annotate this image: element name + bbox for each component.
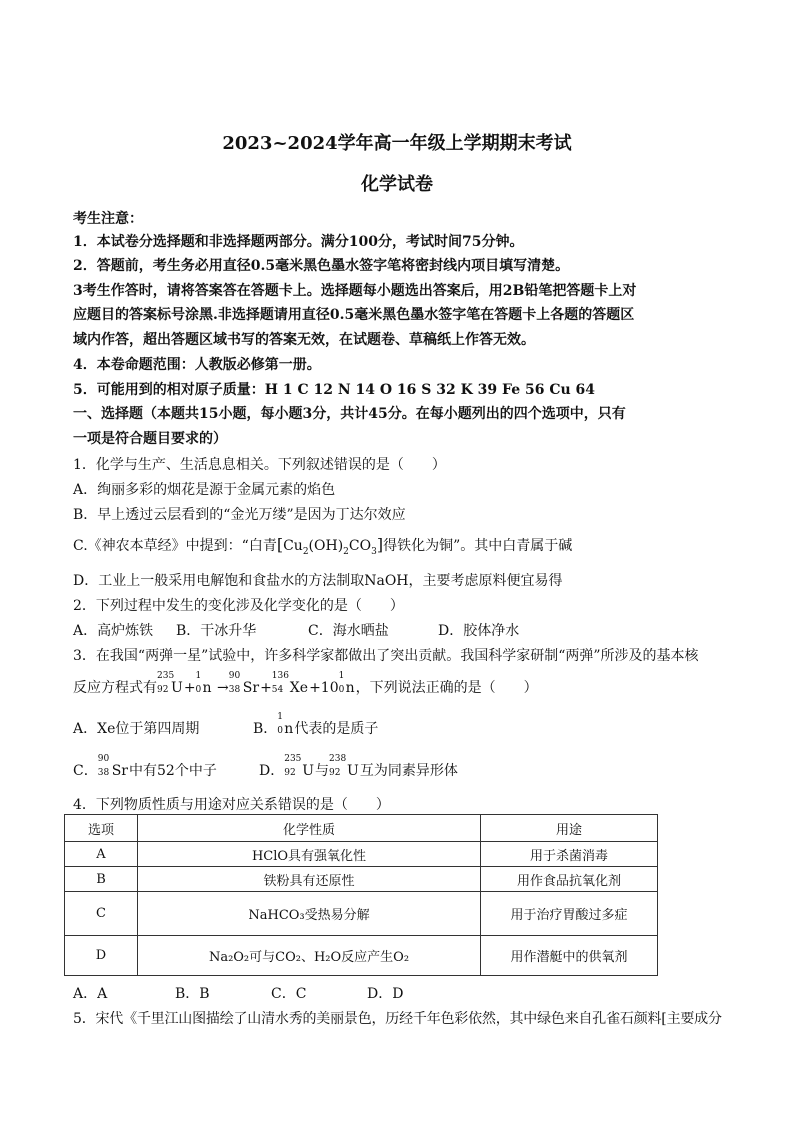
table-header-row [65, 815, 658, 842]
notice-item: 4．本卷命题范围：人教版必修第一册。 [73, 357, 321, 373]
q1-option-c-text-end: 得铁化为铜”。其中白青属于碱 [383, 538, 573, 554]
q2-stem: 2．下列过程中发生的变化涉及化学变化的是（ ） [73, 598, 404, 614]
q1-option-a: A．绚丽多彩的烟花是源于金属元素的焰色 [73, 482, 336, 498]
q2-option-a: A．高炉炼铁 [73, 623, 154, 639]
q3-stem-post: ，下列说法正确的是（ ） [355, 680, 538, 696]
q1-stem: 1．化学与生产、生活息息相关。下列叙述错误的是（ ） [73, 457, 446, 473]
notice-item: 3考生作答时，请将答案答在答题卡上。选择题每小题选出答案后，用2B铅笔把答题卡上对 [73, 283, 637, 299]
table-cell: A [65, 842, 138, 867]
q4-option-a: A．A [73, 986, 108, 1002]
notice-item: 5．可能用到的相对原子质量：H 1 C 12 N 14 O 16 S 32 K 39 Fe 56 Cu 64 [73, 382, 596, 398]
table-row [65, 936, 658, 976]
table-row [65, 892, 658, 936]
notice-heading: 考生注意： [73, 211, 143, 227]
q3-option-c: C． 90 38 Sr中有52个中子 [73, 754, 217, 779]
q4-option-b: B．B [175, 986, 210, 1002]
formula-cu2oh2co3: [ [276, 535, 284, 554]
q3-stem-equation [73, 671, 538, 697]
notice-item: 应题目的答案标号涂黑.非选择题请用直径0.5毫米黑色墨水签字笔在答题卡上各题的答题区 [73, 307, 635, 323]
table-cell: C [65, 892, 138, 936]
q3-option-c-label: C． [73, 763, 98, 779]
q3-option-d-text: 互为同素异形体 [359, 763, 458, 779]
q3-option-a: A．Xe位于第四周期 [73, 721, 200, 737]
table-cell: NaHCO₃受热易分解 [138, 892, 481, 936]
table-cell: B [65, 867, 138, 892]
nuclear-equation: 235 92 U+ 1 0 n → 90 38 Sr+ 136 54 Xe+10 1 0 n [157, 671, 355, 696]
notice-item: 2．答题前，考生务必用直径0.5毫米黑色墨水签字笔将密封线内项目填写清楚。 [73, 258, 570, 274]
q4-table [64, 814, 658, 976]
table-row [65, 867, 658, 892]
q2-option-b: B．干冰升华 [176, 623, 257, 639]
table-header-cell: 用途 [481, 815, 658, 842]
q3-option-d-mid: 与 [315, 763, 330, 779]
table-header-cell: 选项 [65, 815, 138, 842]
exam-title: 2023~2024学年高一年级上学期期末考试 [222, 133, 572, 154]
q2-options [73, 620, 519, 640]
table-cell: Na₂O₂可与CO₂、H₂O反应产生O₂ [138, 936, 481, 976]
table-row [65, 842, 658, 867]
q1-option-b: B．早上透过云层看到的“金光万缕”是因为丁达尔效应 [73, 507, 406, 523]
section-heading-cont: 一项是符合题目要求的） [73, 431, 227, 447]
q3-option-b-text: 代表的是质子 [294, 721, 379, 737]
table-cell: 用于治疗胃酸过多症 [481, 892, 658, 936]
q4-stem: 4．下列物质性质与用途对应关系错误的是（ ） [73, 797, 390, 813]
table-cell: 用作潜艇中的供氧剂 [481, 936, 658, 976]
q1-option-d: D．工业上一般采用电解饱和食盐水的方法制取NaOH，主要考虑原料便宜易得 [73, 573, 563, 589]
table-header-cell: 化学性质 [138, 815, 481, 842]
q4-option-d: D．D [367, 986, 404, 1002]
q4-options [73, 983, 403, 1003]
notice-item: 域内作答，超出答题区域书写的答案无效，在试题卷、草稿纸上作答无效。 [73, 332, 535, 348]
q3-option-d: D． 235 92 U与 238 92 U互为同素异形体 [259, 754, 458, 779]
q1-option-c: C.《神农本草经》中提到：“白青$[Cu_2(OH)_2CO_3]$得铁化为铜”。其中白青属于碱 [73, 535, 573, 557]
q3-stem-pre: 反应方程式有 [73, 680, 157, 696]
table-cell: D [65, 936, 138, 976]
table-cell: 用于杀菌消毒 [481, 842, 658, 867]
q4-option-c: C．C [271, 986, 307, 1002]
exam-subject: 化学试卷 [361, 174, 433, 195]
q3-option-d-label: D． [259, 763, 285, 779]
q3-options-ab [73, 712, 379, 738]
table-cell: HClO具有强氧化性 [138, 842, 481, 867]
table-cell: 用作食品抗氧化剂 [481, 867, 658, 892]
q3-option-c-text: 中有52个中子 [129, 763, 217, 779]
notice-item: 1．本试卷分选择题和非选择题两部分。满分100分，考试时间75分钟。 [73, 234, 524, 250]
q3-options-cd [73, 754, 458, 780]
q2-option-c: C．海水晒盐 [308, 623, 389, 639]
q3-stem: 3．在我国“两弹一星”试验中，许多科学家都做出了突出贡献。我国科学家研制“两弹”所涉及的基本核 [73, 648, 699, 664]
section-heading: 一、选择题（本题共15小题，每小题3分，共计45分。在每小题列出的四个选项中，只有 [73, 406, 626, 422]
q3-option-b-label: B． [253, 721, 278, 737]
q3-option-b: B． 1 0 n代表的是质子 [253, 712, 379, 737]
table-cell: 铁粉具有还原性 [138, 867, 481, 892]
q1-option-c-text: C.《神农本草经》中提到：“白青 [73, 538, 277, 554]
q2-option-d: D．胶体净水 [438, 623, 520, 639]
q5-stem: 5．宋代《千里江山图描绘了山清水秀的美丽景色，历经千年色彩依然，其中绿色来自孔雀石颜料[主要成分 [73, 1011, 722, 1027]
